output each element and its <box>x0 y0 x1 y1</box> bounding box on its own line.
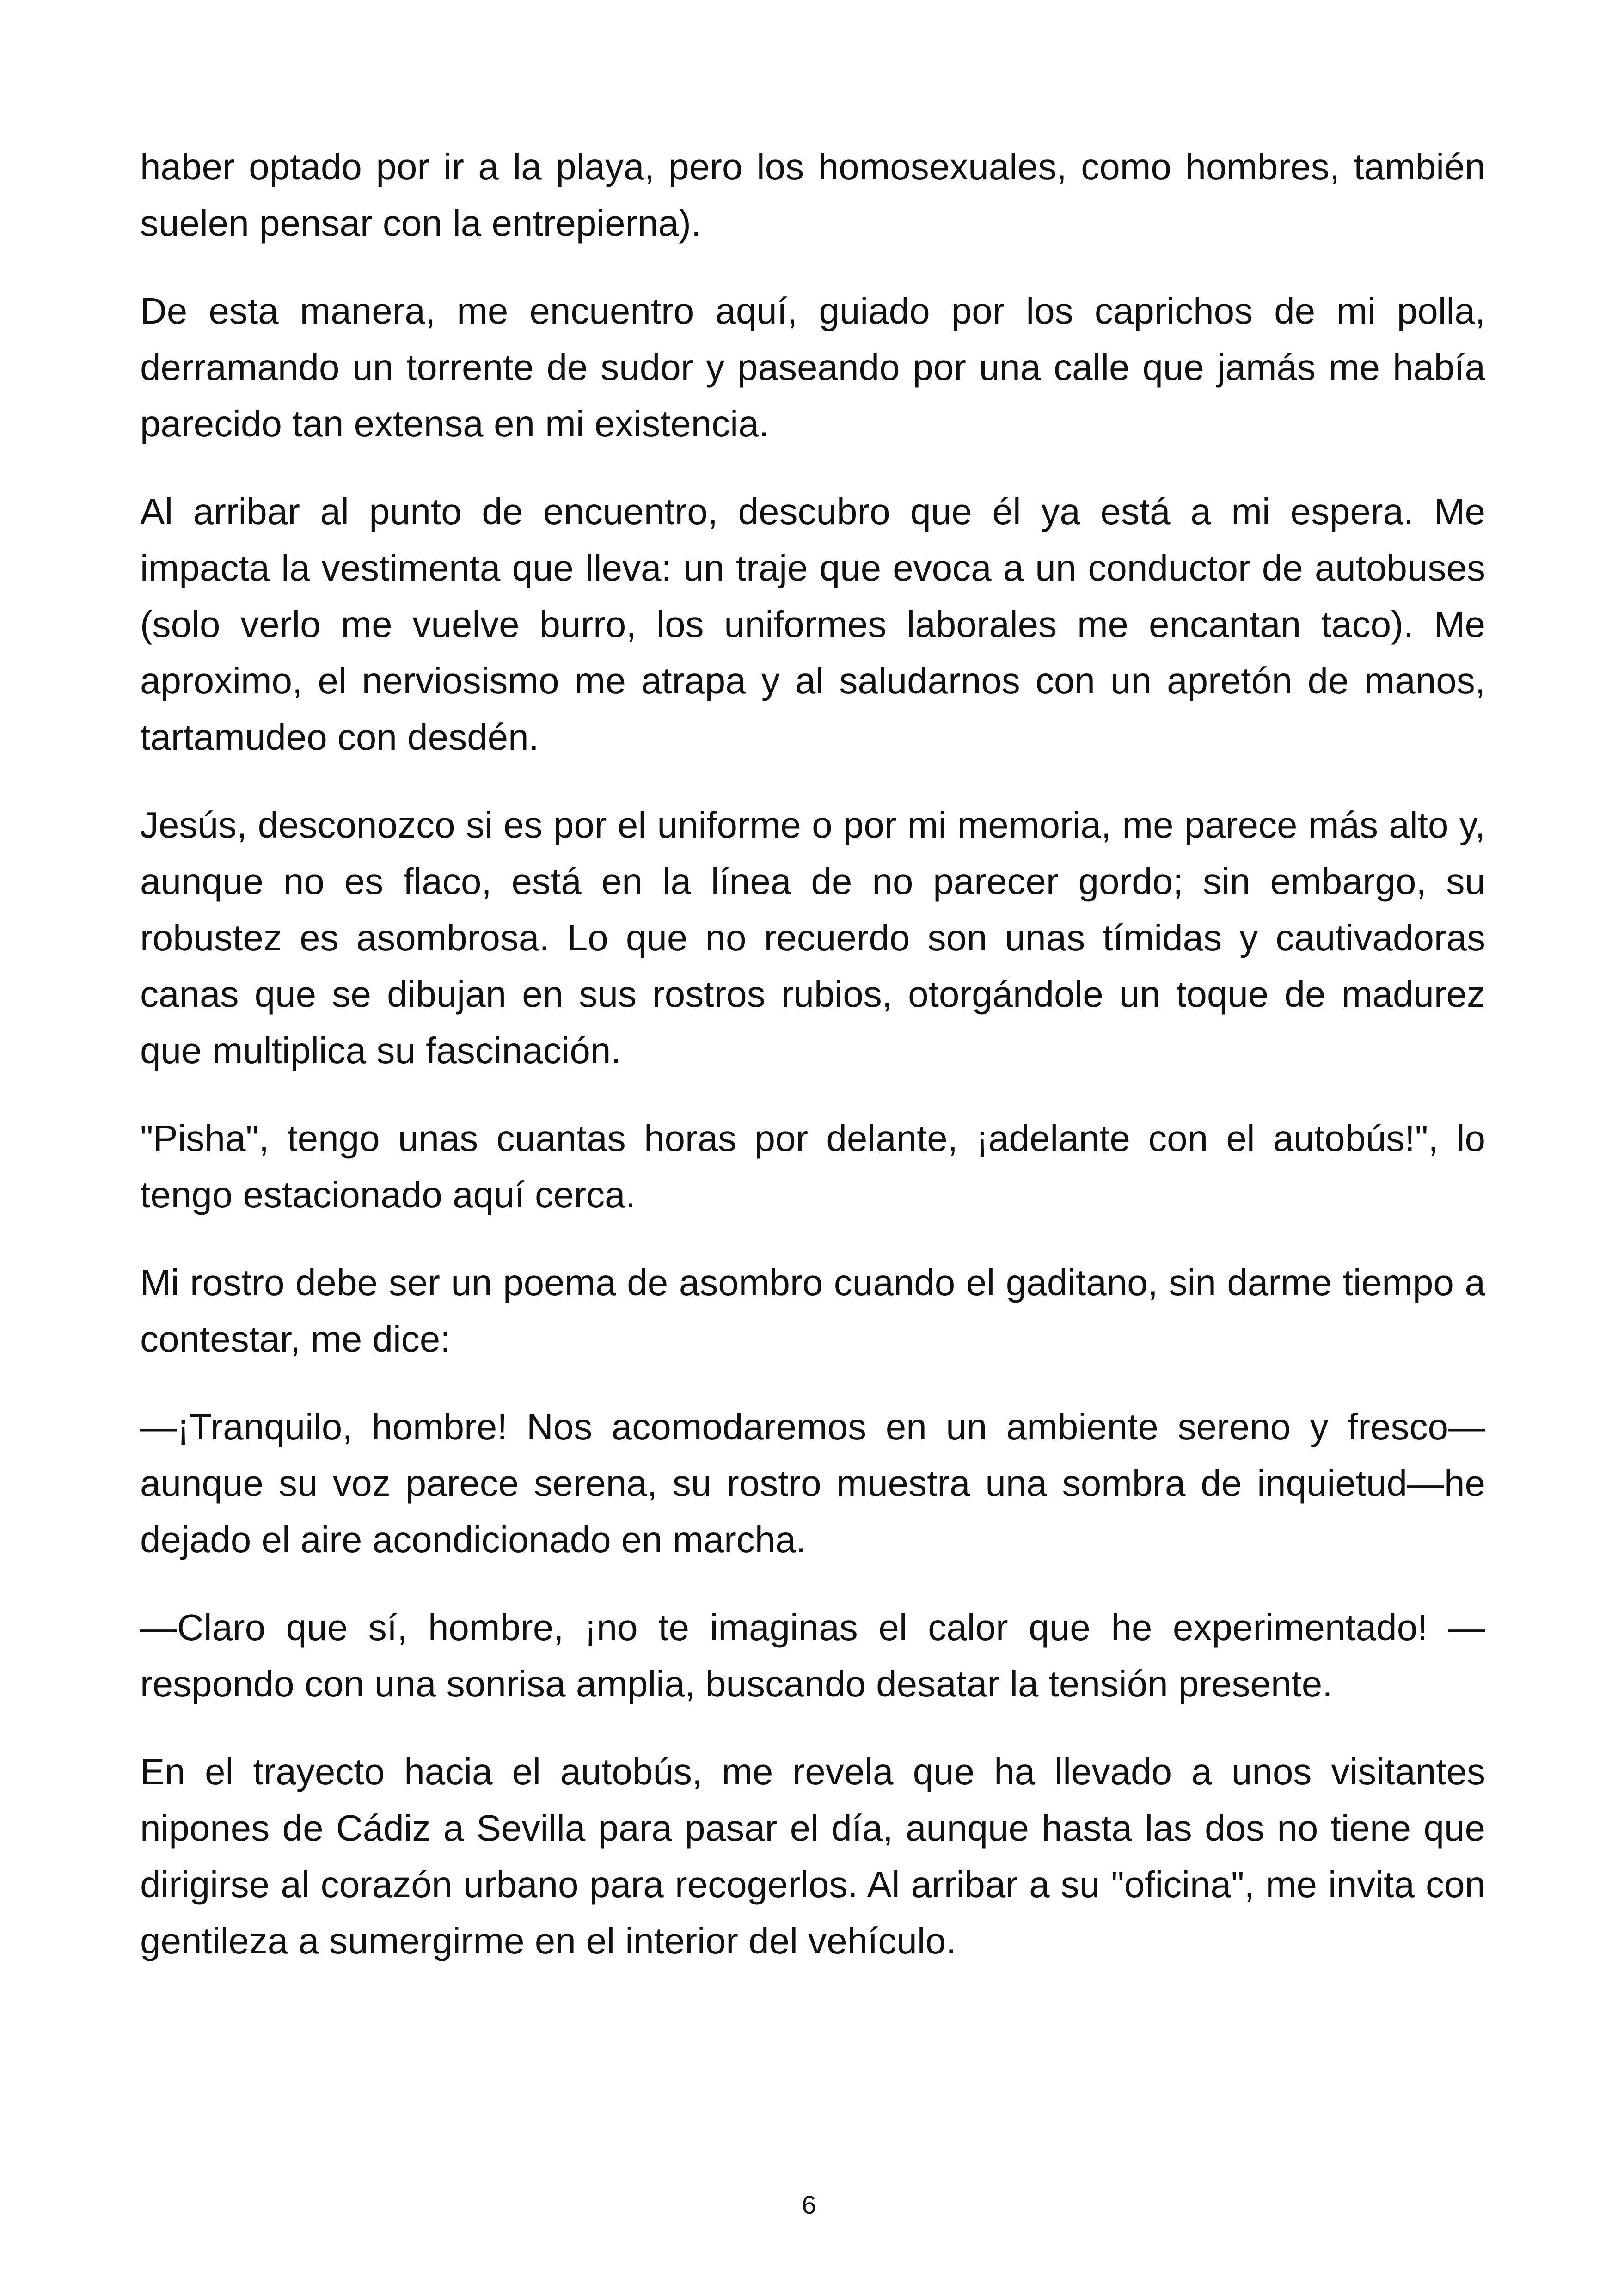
page-number: 6 <box>802 2190 816 2219</box>
paragraph: En el trayecto hacia el autobús, me revela que ha llevado a unos visitantes nipones de Cádiz a Sevilla para pasar el día, aunque hasta las dos no tiene que dirigirse al corazón urbano para recogerlos. Al arribar a su "oficina", me invita con gentileza a sumergirme en el interior del vehículo. <box>140 1751 1485 1961</box>
paragraph: De esta manera, me encuentro aquí, guiado por los caprichos de mi polla, derramando un torrente de sudor y paseando por una calle que jamás me había parecido tan extensa en mi existencia. <box>140 290 1485 444</box>
paragraph: Jesús, desconozco si es por el uniforme o por mi memoria, me parece más alto y, aunque no es flaco, está en la línea de no parecer gordo; sin embargo, su robustez es asombrosa. Lo que no recuerdo son unas tímidas y cautivadoras canas que se dibujan en sus rostros rubios, otorgándole un toque de madurez que multiplica su fascinación. <box>140 804 1485 1071</box>
paragraph: "Pisha", tengo unas cuantas horas por delante, ¡adelante con el autobús!", lo tengo estacionado aquí cerca. <box>140 1118 1485 1215</box>
paragraph: —Claro que sí, hombre, ¡no te imaginas el calor que he experimentado! —respondo con una sonrisa amplia, buscando desatar la tensión presente. <box>140 1607 1485 1704</box>
paragraph: —¡Tranquilo, hombre! Nos acomodaremos en un ambiente sereno y fresco—aunque su voz parece serena, su rostro muestra una sombra de inquietud—he dejado el aire acondicionado en marcha. <box>140 1406 1485 1560</box>
body-text <box>140 139 1485 2001</box>
paragraph: haber optado por ir a la playa, pero los homosexuales, como hombres, también suelen pensar con la entrepierna). <box>140 146 1485 244</box>
paragraph: Al arribar al punto de encuentro, descubro que él ya está a mi espera. Me impacta la vestimenta que lleva: un traje que evoca a un conductor de autobuses (solo verlo me vuelve burro, los uniformes laborales me encantan taco). Me aproximo, el nerviosismo me atrapa y al saludarnos con un apretón de manos, tartamudeo con desdén. <box>140 491 1485 758</box>
paragraph: Mi rostro debe ser un poema de asombro cuando el gaditano, sin darme tiempo a contestar, me dice: <box>140 1262 1485 1359</box>
